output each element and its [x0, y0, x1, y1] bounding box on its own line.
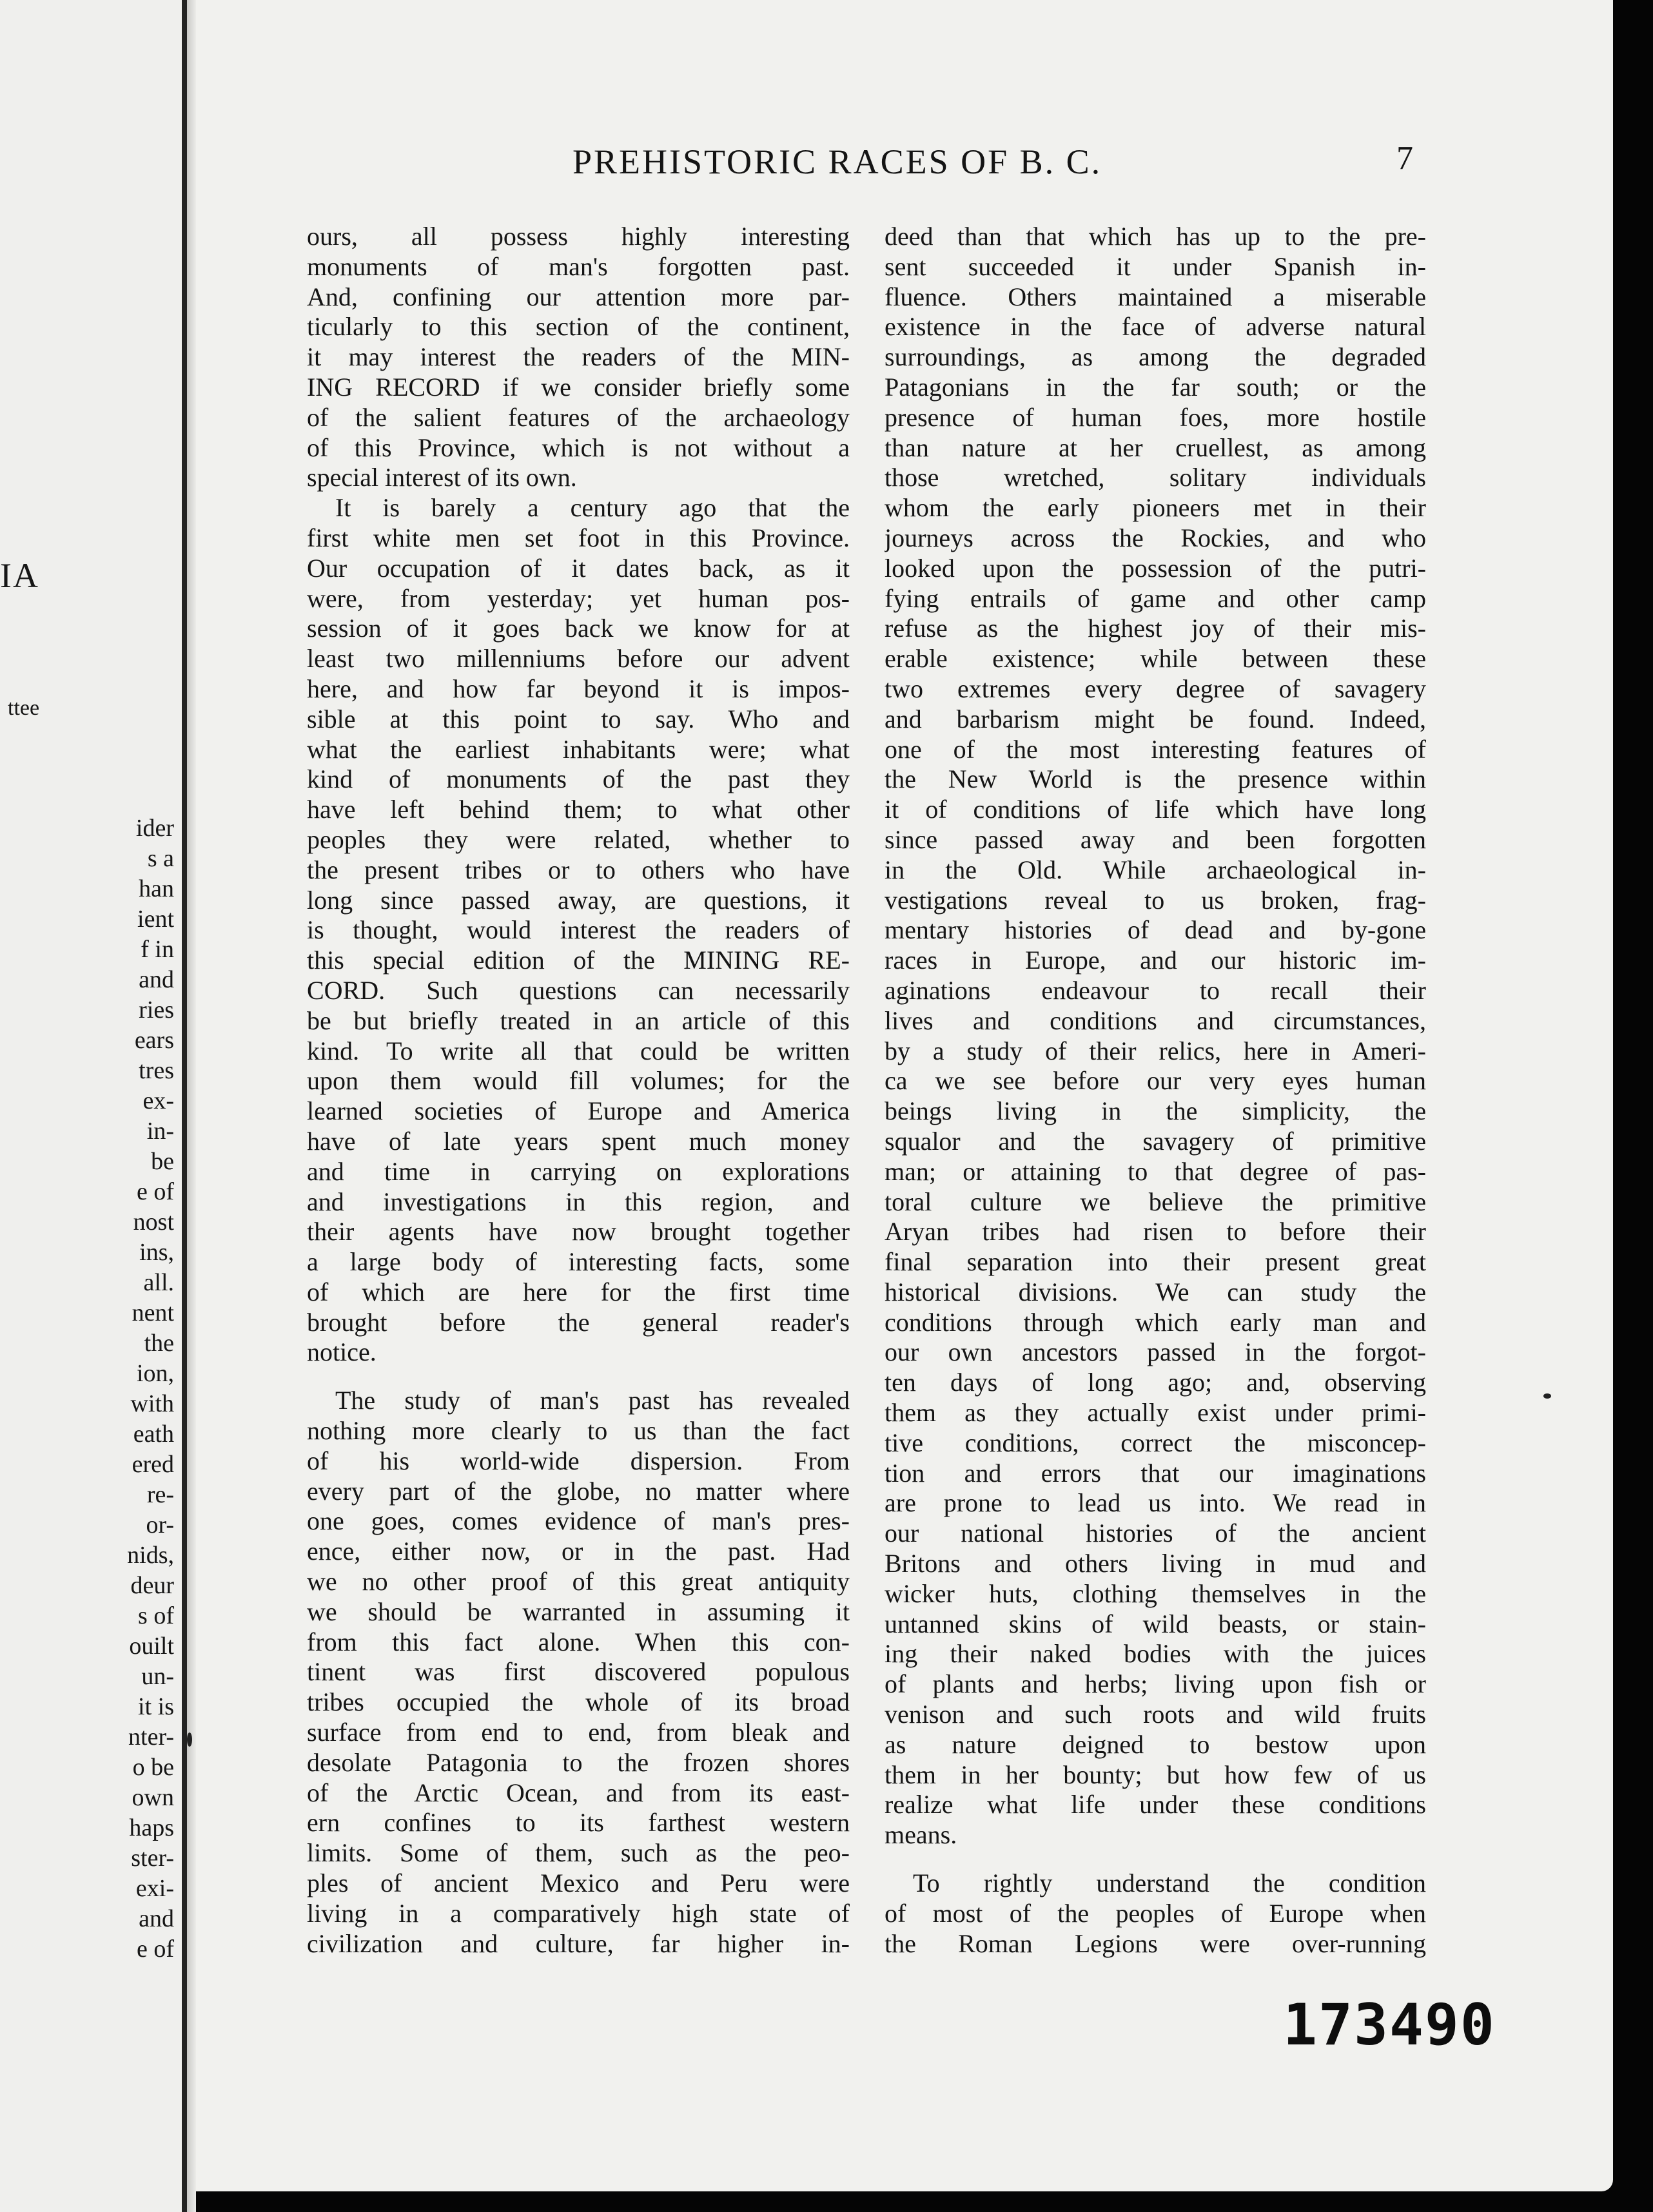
text-line: special interest of its own. [307, 463, 577, 492]
gutter-shadow [187, 0, 196, 2212]
text-line: ples of ancient Mexico and Peru were [307, 1868, 850, 1898]
facing-page-line-fragment: f in [141, 936, 174, 963]
text-line: were, from yesterday; yet human pos- [307, 583, 850, 613]
facing-page-line-fragment: ion, [136, 1360, 174, 1387]
text-line: refuse as the highest joy of their mis- [885, 614, 1426, 643]
facing-page-line-fragment: or- [146, 1511, 174, 1538]
text-line: and time in carrying on explorations [307, 1156, 850, 1186]
text-line: ern confines to its farthest western [307, 1808, 850, 1838]
text-line: of most of the peoples of Europe when [885, 1898, 1426, 1928]
facing-page-line-fragment: un- [141, 1663, 174, 1690]
text-line: than nature at her cruellest, as among [885, 432, 1426, 462]
text-line: session of it goes back we know for at [307, 614, 850, 643]
text-line: final separation into their present great [885, 1247, 1426, 1277]
facing-page-line-fragment: ient [137, 906, 174, 933]
ink-speck [187, 1732, 192, 1747]
facing-page-line-fragment: nter- [128, 1723, 174, 1751]
text-line: tribes occupied the whole of its broad [307, 1687, 850, 1717]
text-line: a large body of interesting facts, some [307, 1247, 850, 1277]
facing-page-line-fragment: and [139, 1905, 174, 1932]
text-line: brought before the general reader's [307, 1307, 850, 1337]
text-line: surroundings, as among the degraded [885, 342, 1426, 372]
facing-page-edge [0, 0, 182, 2212]
text-line: by a study of their relics, here in Ameri- [885, 1036, 1426, 1065]
text-line: squalor and the savagery of primitive [885, 1126, 1426, 1156]
text-line: means. [885, 1820, 957, 1850]
text-line: have left behind them; to what other [307, 795, 850, 824]
text-line: venison and such roots and wild fruits [885, 1700, 1426, 1729]
text-line: from this fact alone. When this con- [307, 1627, 850, 1656]
text-line: them as they actually exist under primi- [885, 1398, 1426, 1428]
text-line: what the earliest inhabitants were; what [307, 734, 850, 764]
facing-page-line-fragment: ins, [139, 1239, 174, 1266]
text-line: be but briefly treated in an article of this [307, 1005, 850, 1035]
text-line: untanned skins of wild beasts, or stain- [885, 1609, 1426, 1638]
ink-speck [1543, 1393, 1551, 1399]
facing-page-line-fragment: o be [132, 1754, 174, 1781]
facing-page-line-fragment: ears [134, 1027, 174, 1054]
text-line: monuments of man's forgotten past. [307, 251, 850, 281]
text-line: tion and errors that our imaginations [885, 1458, 1426, 1488]
text-line: journeys across the Rockies, and who [885, 523, 1426, 552]
text-line: notice. [307, 1337, 377, 1367]
right-text-column [885, 222, 1426, 1959]
text-line: of the salient features of the archaeology [307, 402, 850, 432]
text-line: them in her bounty; but how few of us [885, 1760, 1426, 1789]
text-line: first white men set foot in this Province. [307, 523, 850, 552]
text-line: tive conditions, correct the misconcep- [885, 1428, 1426, 1457]
facing-page-line-fragment: ered [132, 1451, 174, 1478]
text-line: their agents have now brought together [307, 1217, 850, 1247]
left-text-column [307, 222, 850, 1959]
text-line: beings living in the simplicity, the [885, 1096, 1426, 1126]
text-line: living in a comparatively high state of [307, 1898, 850, 1928]
facing-page-line-fragment: deur [130, 1572, 174, 1599]
text-line: civilization and culture, far higher in- [307, 1928, 850, 1958]
text-line: one of the most interesting features of [885, 734, 1426, 764]
text-line: it may interest the readers of the MIN- [307, 342, 850, 372]
text-line: erable existence; while between these [885, 644, 1426, 674]
facing-page-line-fragment: eath [133, 1421, 174, 1448]
text-line: Patagonians in the far south; or the [885, 372, 1426, 402]
text-line: fluence. Others maintained a miserable [885, 282, 1426, 311]
facing-page-text-fragments [127, 813, 174, 1965]
running-head: PREHISTORIC RACES OF B. C. [572, 142, 1102, 181]
text-line: have of late years spent much money [307, 1126, 850, 1156]
paragraph-gap [307, 1368, 850, 1386]
facing-page-line-fragment: han [139, 875, 174, 902]
text-line: sent succeeded it under Spanish in- [885, 251, 1426, 281]
text-line: least two millenniums before our advent [307, 644, 850, 674]
text-line: Britons and others living in mud and [885, 1549, 1426, 1578]
text-line: long since passed away, are questions, it [307, 885, 850, 915]
text-line: vestigations reveal to us broken, frag- [885, 885, 1426, 915]
facing-page-heading-fragment: IA [0, 556, 39, 595]
text-line: realize what life under these conditions [885, 1790, 1426, 1819]
facing-page-line-fragment: tres [139, 1057, 174, 1084]
text-line: Our occupation of it dates back, as it [307, 553, 850, 583]
facing-page-line-fragment: e of [136, 1178, 174, 1205]
facing-page-line-fragment: nent [132, 1299, 174, 1326]
text-line: looked upon the possession of the putri- [885, 553, 1426, 583]
text-line: the Roman Legions were over-running [885, 1928, 1426, 1958]
text-line: ing their naked bodies with the juices [885, 1639, 1426, 1669]
text-line: Aryan tribes had risen to before their [885, 1217, 1426, 1247]
text-line: historical divisions. We can study the [885, 1277, 1426, 1306]
facing-page-line-fragment: s a [147, 845, 174, 872]
text-line: CORD. Such questions can necessarily [307, 975, 850, 1005]
text-line: upon them would fill volumes; for the [307, 1066, 850, 1096]
text-line: in the Old. While archaeological in- [885, 855, 1426, 884]
text-line: aginations endeavour to recall their [885, 975, 1426, 1005]
text-line: wicker huts, clothing themselves in the [885, 1578, 1426, 1608]
text-line: kind. To write all that could be written [307, 1036, 850, 1065]
facing-page-line-fragment: own [132, 1784, 174, 1811]
text-line: presence of human foes, more hostile [885, 402, 1426, 432]
facing-page-line-fragment: be [151, 1148, 174, 1175]
text-line: man; or attaining to that degree of pas- [885, 1156, 1426, 1186]
text-line: tinent was first discovered populous [307, 1657, 850, 1687]
text-line: of which are here for the first time [307, 1277, 850, 1306]
text-line: fying entrails of game and other camp [885, 583, 1426, 613]
facing-page-line-fragment: ider [135, 815, 174, 842]
text-line: existence in the face of adverse natural [885, 312, 1426, 342]
text-line: ours, all possess highly interesting [307, 222, 850, 251]
text-line: ca we see before our very eyes human [885, 1066, 1426, 1096]
text-line: peoples they were related, whether to [307, 824, 850, 854]
text-line: ING RECORD if we consider briefly some [307, 372, 850, 402]
text-line: kind of monuments of the past they [307, 764, 850, 794]
text-line: The study of man's past has revealed [335, 1386, 850, 1415]
text-line: is thought, would interest the readers of [307, 915, 850, 945]
text-line: It is barely a century ago that the [335, 493, 850, 523]
paragraph-gap [885, 1850, 1426, 1868]
facing-page-line-fragment: in- [146, 1118, 174, 1145]
text-line: ten days of long ago; and, observing [885, 1368, 1426, 1397]
facing-page-line-fragment: nids, [127, 1542, 174, 1569]
facing-page-line-fragment: re- [146, 1481, 174, 1508]
facing-page-line-fragment: ster- [131, 1845, 174, 1872]
text-line: conditions through which early man and [885, 1307, 1426, 1337]
facing-page-line-fragment: ouilt [129, 1633, 174, 1660]
text-line: every part of the globe, no matter where [307, 1476, 850, 1506]
facing-page-line-fragment: all. [143, 1269, 174, 1296]
facing-page-line-fragment: the [144, 1330, 174, 1357]
text-line: this special edition of the MINING RE- [307, 946, 850, 975]
text-line: we should be warranted in assuming it [307, 1596, 850, 1626]
text-line: To rightly understand the condition [913, 1868, 1426, 1898]
text-line: ence, either now, or in the past. Had [307, 1537, 850, 1566]
facing-page-line-fragment: it is [138, 1693, 174, 1720]
text-line: whom the early pioneers met in their [885, 493, 1426, 523]
text-line: And, confining our attention more par- [307, 282, 850, 311]
text-line: and barbarism might be found. Indeed, [885, 704, 1426, 733]
text-line: races in Europe, and our historic im- [885, 946, 1426, 975]
text-line: desolate Patagonia to the frozen shores [307, 1747, 850, 1777]
text-line: as nature deigned to bestow upon [885, 1729, 1426, 1759]
facing-page-line-fragment: ex- [142, 1087, 174, 1114]
text-line: here, and how far beyond it is impos- [307, 674, 850, 703]
text-line: two extremes every degree of savagery [885, 674, 1426, 703]
text-line: sible at this point to say. Who and [307, 704, 850, 733]
text-line: lives and conditions and circumstances, [885, 1005, 1426, 1035]
text-line: of this Province, which is not without a [307, 432, 850, 462]
text-line: ticularly to this section of the continent, [307, 312, 850, 342]
text-line: surface from end to end, from bleak and [307, 1718, 850, 1747]
facing-page-line-fragment: s of [138, 1602, 174, 1629]
accession-number-stamp: 173490 [1283, 1992, 1496, 2058]
text-line: limits. Some of them, such as the peo- [307, 1838, 850, 1868]
text-line: the New World is the presence within [885, 764, 1426, 794]
facing-page-line-fragment: e of [136, 1936, 174, 1963]
text-line: are prone to lead us into. We read in [885, 1488, 1426, 1518]
text-line: learned societies of Europe and America [307, 1096, 850, 1126]
text-line: deed than that which has up to the pre- [885, 222, 1426, 251]
facing-page-line-fragment: with [130, 1390, 174, 1417]
text-line: one goes, comes evidence of man's pres- [307, 1506, 850, 1536]
text-line: it of conditions of life which have long [885, 795, 1426, 824]
book-gutter [182, 0, 187, 2212]
page-number: 7 [1396, 140, 1413, 177]
facing-page-word-fragment: ttee [8, 696, 40, 720]
facing-page-line-fragment: and [139, 966, 174, 993]
facing-page-line-fragment: ries [139, 996, 174, 1024]
text-line: toral culture we believe the primitive [885, 1187, 1426, 1216]
facing-page-line-fragment: exi- [135, 1875, 174, 1902]
text-line: our national histories of the ancient [885, 1518, 1426, 1548]
text-line: of the Arctic Ocean, and from its east- [307, 1778, 850, 1807]
text-line: of plants and herbs; living upon fish or [885, 1669, 1426, 1699]
text-line: our own ancestors passed in the forgot- [885, 1337, 1426, 1367]
facing-page-line-fragment: nost [133, 1208, 174, 1236]
text-line: since passed away and been forgotten [885, 824, 1426, 854]
facing-page-line-fragment: haps [129, 1814, 174, 1841]
text-line: those wretched, solitary individuals [885, 463, 1426, 492]
text-line: we no other proof of this great antiquity [307, 1567, 850, 1596]
text-line: and investigations in this region, and [307, 1187, 850, 1216]
text-line: nothing more clearly to us than the fact [307, 1416, 850, 1446]
text-line: the present tribes or to others who have [307, 855, 850, 884]
text-line: of his world-wide dispersion. From [307, 1446, 850, 1475]
text-line: mentary histories of dead and by-gone [885, 915, 1426, 945]
